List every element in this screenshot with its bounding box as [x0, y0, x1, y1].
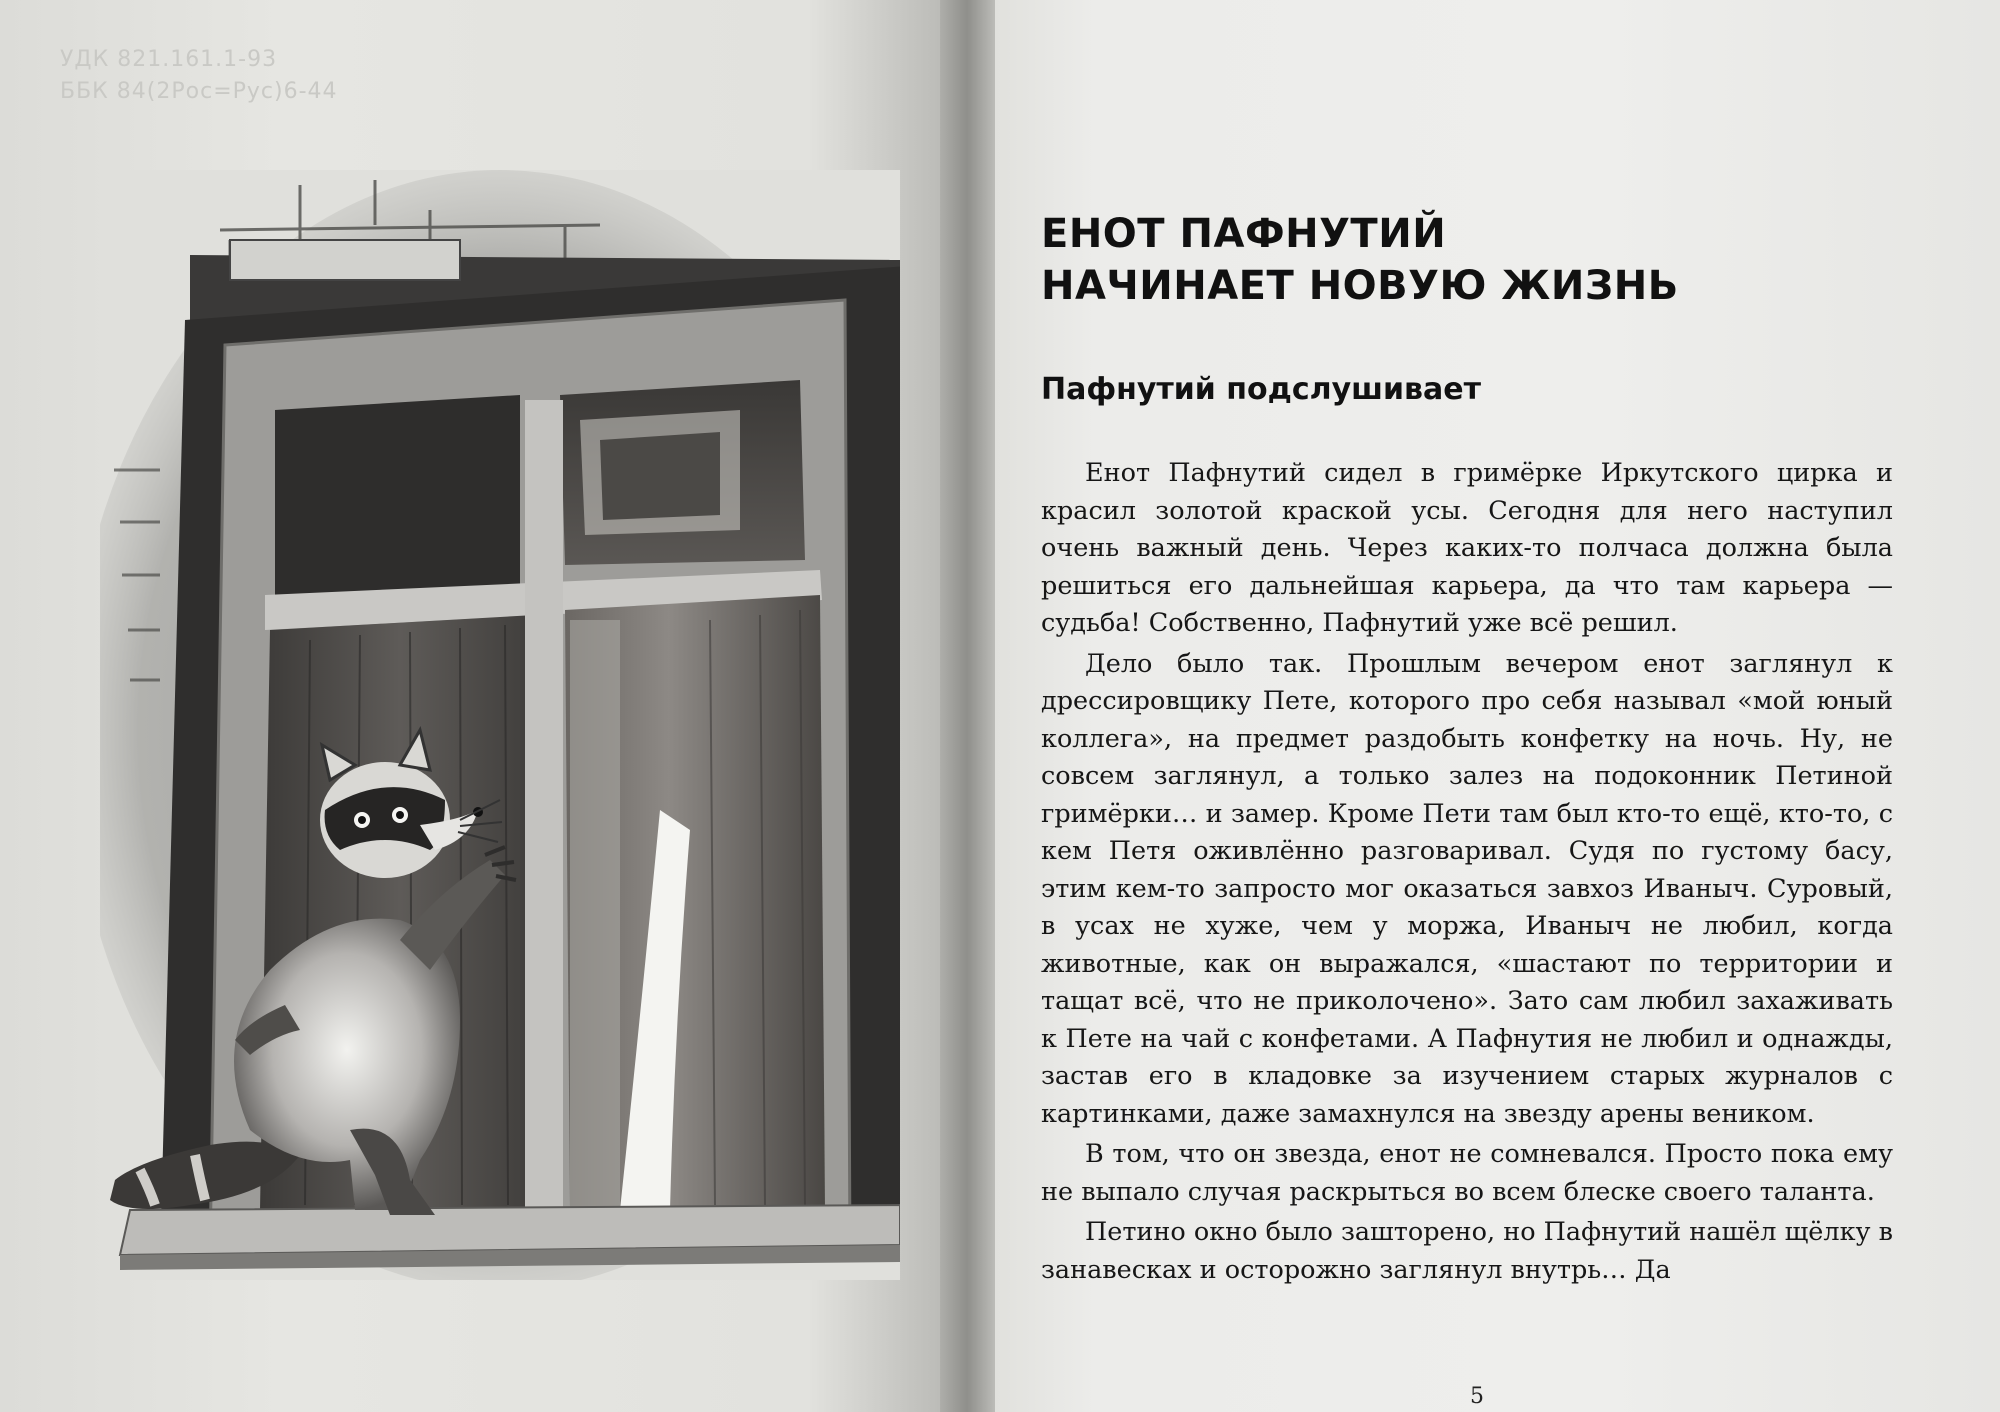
paragraph: Дело было так. Прошлым вечером енот заглянул к дрессировщику Пете, которого про себя называл «мой юный коллега», на предмет раздобыть конфетку на ночь. Ну, не совсем заглянул, а только залез на подоконник Петиной гримёрки… и замер. Кроме Пети там был кто-то ещё, кто-то, с кем Петя оживлённо разговаривал. Судя по густому басу, этим кем-то запросто мог оказаться завхоз Иваныч. Суровый, в усах не хуже, чем у моржа, Иваныч не любил, когда животные, как он выражался, «шастают по территории и тащат всё, что не приколочено». Зато сам любил захаживать к Пете на чай с конфетами. А Пафнутия не любил и однажды, застав его в кладовке за изучением старых журналов с картинками, даже замахнулся на звезду арены веником. — [1041, 648, 1893, 1129]
body-text — [1041, 455, 1893, 1292]
page-number: 5 — [1470, 1384, 1484, 1409]
ghost-line: УДК 821.161.1-93 — [60, 47, 278, 72]
book-gutter-shadow — [940, 0, 1000, 1412]
paragraph: Петино окно было зашторено, но Пафнутий нашёл щёлку в занавесках и осторожно заглянул внутрь… Да — [1041, 1217, 1893, 1285]
left-page — [0, 0, 950, 1412]
right-page — [995, 0, 2000, 1412]
raccoon-at-window-illustration — [100, 170, 900, 1280]
ghost-line: ББК 84(2Рос=Рус)6-44 — [60, 79, 338, 104]
paragraph: Енот Пафнутий сидел в гримёрке Иркутского цирка и красил золотой краской усы. Сегодня для него наступил очень важный день. Через каких-то полчаса должна была решиться его дальнейшая карьера, да что там карьера — судьба! Собственно, Пафнутий уже всё решил. — [1041, 458, 1893, 638]
section-title: Пафнутий подслушивает — [1041, 372, 1481, 407]
chapter-title-line: ЕНОТ ПАФНУТИЙ — [1041, 211, 1447, 257]
paragraph: В том, что он звезда, енот не сомневался. Просто пока ему не выпало случая раскрыться во всем блеске своего таланта. — [1041, 1139, 1893, 1207]
ghost-imprint-text — [60, 44, 338, 108]
chapter-title-line: НАЧИНАЕТ НОВУЮ ЖИЗНЬ — [1041, 263, 1679, 309]
chapter-title — [1041, 208, 1679, 312]
